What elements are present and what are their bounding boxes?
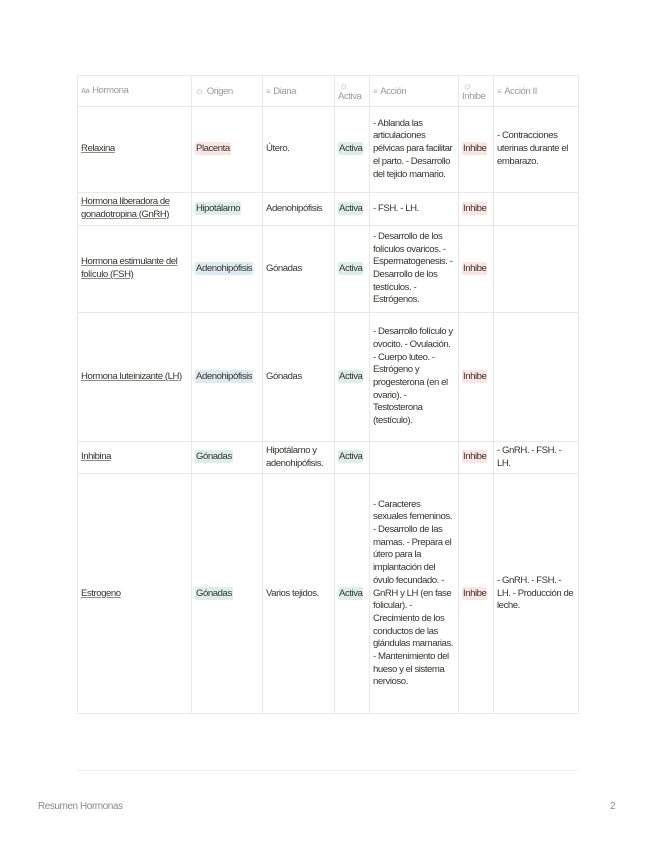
cell-accion[interactable]: - Desarrollo folículo y ovocito. - Ovulación. - Cuerpo luteo. - Estrógeno y progesterona (en el ovario). - Testosterona (testículo). bbox=[370, 313, 459, 442]
cell-diana[interactable]: Adenohipófisis bbox=[263, 193, 335, 226]
column-header-label: Diana bbox=[273, 85, 297, 97]
select-property-icon: ☼ bbox=[463, 80, 472, 92]
cell-origen[interactable] bbox=[192, 193, 263, 226]
cell-origen[interactable] bbox=[192, 226, 263, 313]
cell-activa[interactable] bbox=[335, 442, 370, 474]
inhibe-tag: Inhibe bbox=[463, 370, 487, 382]
table-row bbox=[78, 193, 579, 226]
cell-accion2[interactable] bbox=[494, 193, 579, 226]
cell-activa[interactable] bbox=[335, 474, 370, 714]
column-header-activa[interactable] bbox=[335, 76, 370, 107]
table-row bbox=[78, 474, 579, 714]
cell-accion[interactable]: - Caracteres sexuales femeninos. - Desarrollo de las mamas. - Prepara el útero para la implantación del óvulo fecundado. - GnRH y LH (en fase folicular). - Crecimiento de los conductos de las glándulas mamarias. - Mantenimiento del hueso y el sistema nervioso. bbox=[370, 474, 459, 714]
footer-title: Resumen Hormonas bbox=[38, 801, 123, 812]
cell-activa[interactable] bbox=[335, 107, 370, 193]
column-header-label: Origen bbox=[206, 85, 233, 97]
column-header-hormona[interactable] bbox=[78, 76, 192, 107]
select-property-icon: ☼ bbox=[339, 80, 348, 92]
inhibe-tag: Inhibe bbox=[463, 143, 487, 155]
inhibe-tag: Inhibe bbox=[463, 202, 487, 214]
text-property-icon: ≡ bbox=[373, 86, 378, 96]
column-header-inhibe[interactable] bbox=[459, 76, 494, 107]
cell-hormona[interactable] bbox=[78, 226, 192, 313]
cell-accion[interactable]: - FSH. - LH. bbox=[370, 193, 459, 226]
cell-diana[interactable]: Gónadas bbox=[263, 313, 335, 442]
cell-accion[interactable]: - Ablanda las articulaciones pélvicas para facilitar el parto. - Desarrollo del tejido mamario. bbox=[370, 107, 459, 193]
activa-tag: Activa bbox=[339, 143, 363, 155]
origin-tag: Adenohipófisis bbox=[196, 262, 253, 274]
activa-tag: Activa bbox=[339, 262, 363, 274]
hormones-table bbox=[77, 75, 579, 714]
cell-hormona[interactable] bbox=[78, 313, 192, 442]
cell-inhibe[interactable] bbox=[459, 313, 494, 442]
column-header-label: Inhibe bbox=[462, 90, 486, 102]
hormone-link[interactable]: Estrogeno bbox=[81, 587, 121, 599]
origin-tag: Gónadas bbox=[196, 587, 232, 599]
column-header-label: Acción II bbox=[504, 85, 537, 97]
cell-origen[interactable] bbox=[192, 313, 263, 442]
cell-inhibe[interactable] bbox=[459, 107, 494, 193]
title-property-icon: Aa bbox=[81, 88, 90, 95]
cell-accion[interactable]: - Desarrollo de los folículos ovaricos. - Espermatogenesis. - Desarrollo de los testículos. - Estrógenos. bbox=[370, 226, 459, 313]
text-property-icon: ≡ bbox=[497, 86, 502, 96]
origin-tag: Gónadas bbox=[196, 451, 232, 463]
hormone-link[interactable]: Hormona liberadora de gonadotropina (GnRH) bbox=[81, 196, 170, 220]
cell-origen[interactable] bbox=[192, 442, 263, 474]
cell-inhibe[interactable] bbox=[459, 193, 494, 226]
column-header-accion[interactable] bbox=[370, 76, 459, 107]
divider bbox=[77, 770, 578, 771]
cell-inhibe[interactable] bbox=[459, 474, 494, 714]
hormone-link[interactable]: Relaxina bbox=[81, 143, 115, 155]
cell-diana[interactable]: Gónadas bbox=[263, 226, 335, 313]
text-property-icon: ≡ bbox=[266, 86, 271, 96]
cell-origen[interactable] bbox=[192, 474, 263, 714]
column-header-diana[interactable] bbox=[263, 76, 335, 107]
cell-accion2[interactable] bbox=[494, 313, 579, 442]
cell-accion2[interactable]: - Contracciones uterinas durante el embarazo. bbox=[494, 107, 579, 193]
cell-accion2[interactable] bbox=[494, 226, 579, 313]
cell-inhibe[interactable] bbox=[459, 226, 494, 313]
cell-origen[interactable] bbox=[192, 107, 263, 193]
select-property-icon: ☼ bbox=[195, 85, 204, 97]
column-header-label: Activa bbox=[338, 90, 362, 102]
activa-tag: Activa bbox=[339, 370, 363, 382]
origin-tag: Hipotálamo bbox=[196, 202, 241, 214]
cell-accion2[interactable]: - GnRH. - FSH. - LH. bbox=[494, 442, 579, 474]
table-row bbox=[78, 107, 579, 193]
cell-hormona[interactable] bbox=[78, 442, 192, 474]
cell-accion2[interactable]: - GnRH. - FSH. - LH. - Producción de leche. bbox=[494, 474, 579, 714]
page-number: 2 bbox=[610, 801, 616, 812]
inhibe-tag: Inhibe bbox=[463, 587, 487, 599]
hormone-link[interactable]: Inhibina bbox=[81, 451, 112, 463]
cell-hormona[interactable] bbox=[78, 474, 192, 714]
activa-tag: Activa bbox=[339, 451, 363, 463]
column-header-accion2[interactable] bbox=[494, 76, 579, 107]
activa-tag: Activa bbox=[339, 202, 363, 214]
cell-diana[interactable]: Hipotálamo y adenohipófisis. bbox=[263, 442, 335, 474]
header-row bbox=[78, 76, 579, 107]
inhibe-tag: Inhibe bbox=[463, 451, 487, 463]
activa-tag: Activa bbox=[339, 587, 363, 599]
cell-activa[interactable] bbox=[335, 193, 370, 226]
column-header-origen[interactable] bbox=[192, 76, 263, 107]
cell-inhibe[interactable] bbox=[459, 442, 494, 474]
origin-tag: Adenohipófisis bbox=[196, 370, 253, 382]
cell-activa[interactable] bbox=[335, 313, 370, 442]
cell-activa[interactable] bbox=[335, 226, 370, 313]
inhibe-tag: Inhibe bbox=[463, 262, 487, 274]
table-row bbox=[78, 442, 579, 474]
cell-hormona[interactable] bbox=[78, 107, 192, 193]
hormone-link[interactable]: Hormona luteinizante (LH) bbox=[81, 370, 182, 382]
column-header-label: Acción bbox=[380, 85, 407, 97]
origin-tag: Placenta bbox=[196, 143, 230, 155]
cell-diana[interactable]: Varios tejidos. bbox=[263, 474, 335, 714]
column-header-label: Hormona bbox=[92, 85, 129, 96]
cell-hormona[interactable] bbox=[78, 193, 192, 226]
table-row bbox=[78, 313, 579, 442]
cell-diana[interactable]: Útero. bbox=[263, 107, 335, 193]
hormone-link[interactable]: Hormona estimulante del folículo (FSH) bbox=[81, 256, 178, 280]
table-row bbox=[78, 226, 579, 313]
cell-accion[interactable] bbox=[370, 442, 459, 474]
